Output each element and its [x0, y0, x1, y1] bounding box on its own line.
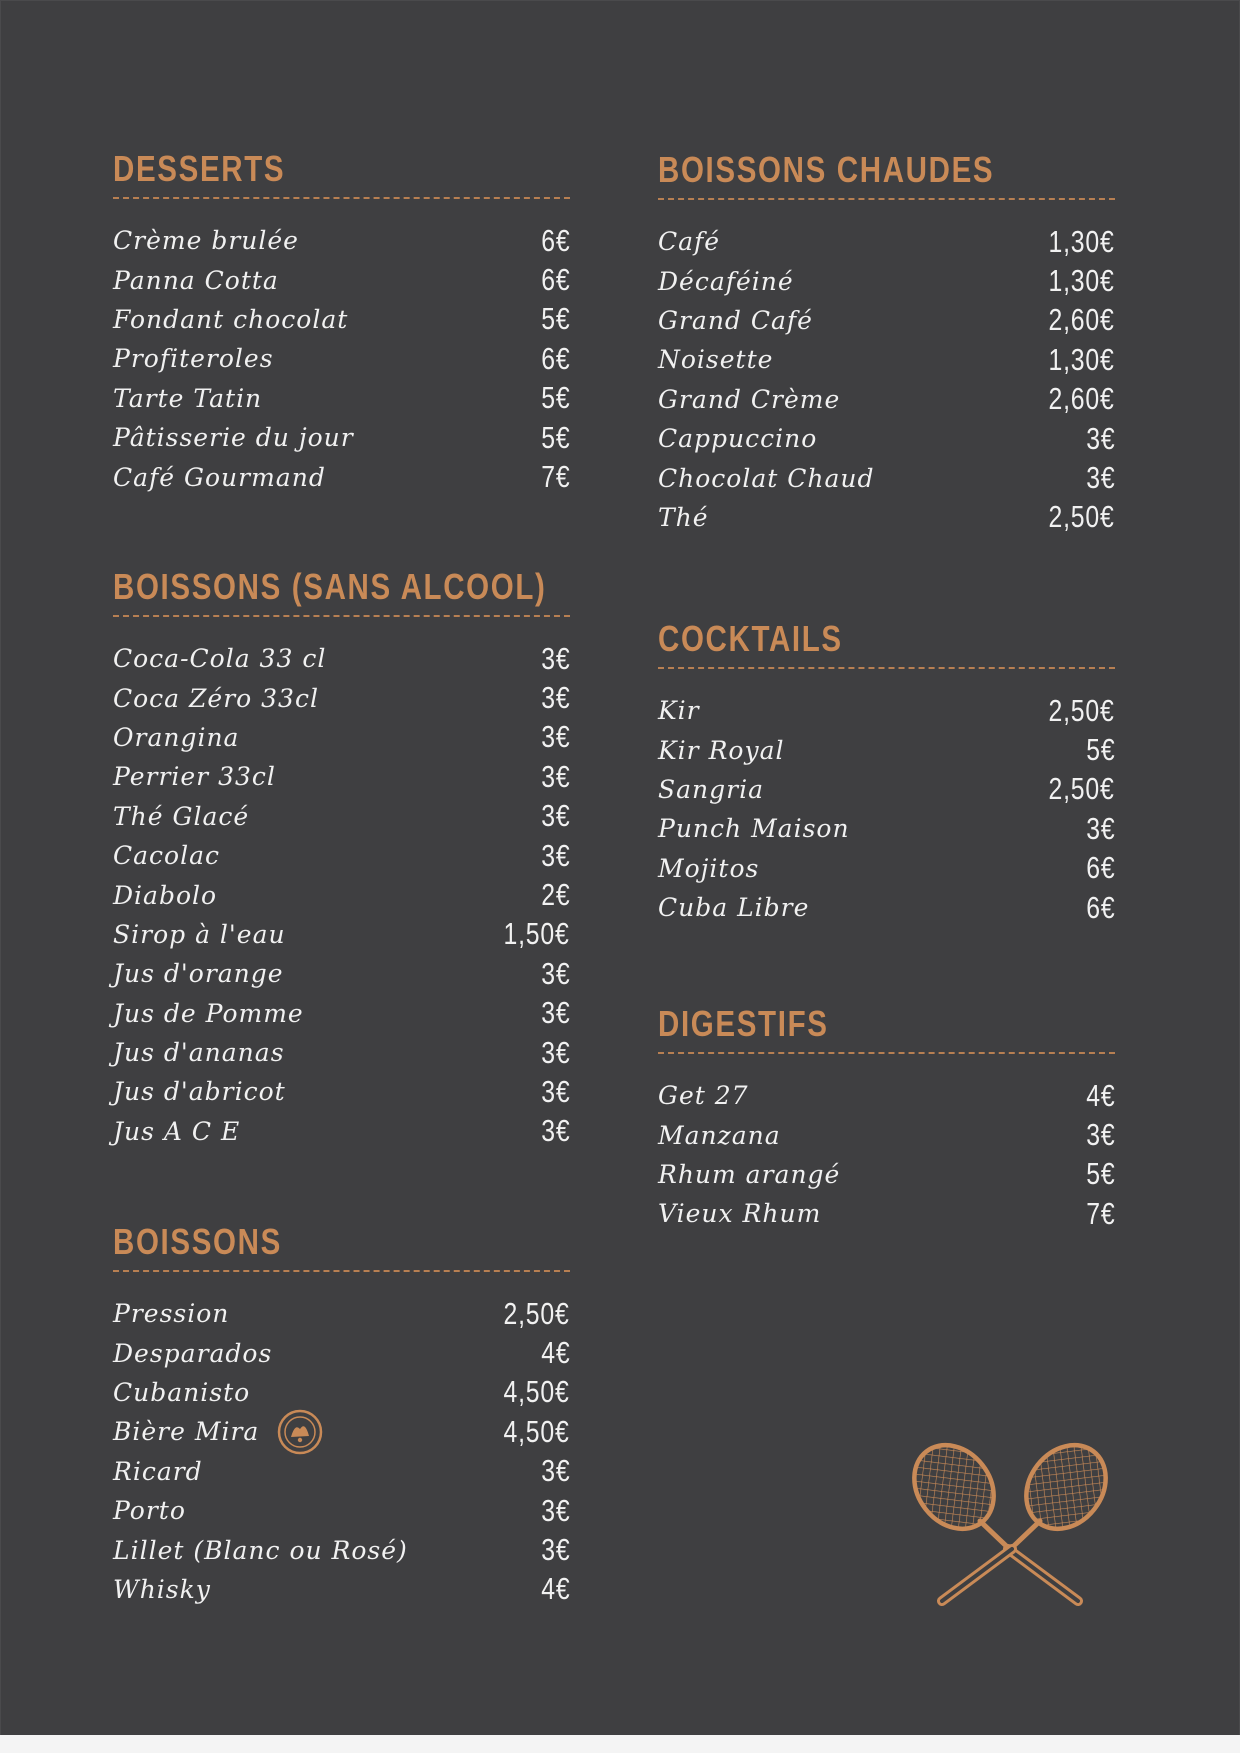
menu-item — [658, 770, 1115, 809]
section-title: DESSERTS — [113, 148, 286, 189]
section-drinks — [113, 1218, 570, 1609]
menu-item — [113, 875, 570, 914]
item-price: 3€ — [540, 719, 570, 755]
menu-item — [113, 757, 570, 796]
item-price: 3€ — [540, 1453, 570, 1489]
item-price: 3€ — [540, 758, 570, 794]
item-price: 3€ — [1085, 420, 1115, 456]
item-name: Orangina — [113, 722, 240, 752]
item-name: Thé — [658, 502, 709, 532]
section-title: COCKTAILS — [658, 618, 843, 659]
section-title: BOISSONS — [113, 1221, 282, 1262]
menu-item — [113, 797, 570, 836]
item-price: 5€ — [1085, 732, 1115, 768]
item-name: Cuba Libre — [658, 893, 810, 923]
item-name: Tarte Tatin — [113, 383, 263, 413]
menu-item — [113, 1333, 570, 1372]
page-bottom-edge — [0, 1735, 1240, 1753]
item-price: 3€ — [540, 837, 570, 873]
item-price: 2,60€ — [1048, 302, 1115, 338]
item-name: Lillet (Blanc ou Rosé) — [113, 1535, 408, 1565]
item-price: 6€ — [1085, 889, 1115, 925]
menu-item — [658, 1115, 1115, 1154]
item-name: Jus A C E — [113, 1116, 241, 1146]
item-price: 2,50€ — [1048, 499, 1115, 535]
item-name: Panna Cotta — [113, 265, 279, 295]
item-price: 2,50€ — [1048, 692, 1115, 728]
menu-item — [658, 730, 1115, 769]
menu-item — [113, 1530, 570, 1569]
item-price: 3€ — [540, 1034, 570, 1070]
item-price: 3€ — [540, 798, 570, 834]
menu-list — [113, 221, 570, 497]
menu-item — [658, 1076, 1115, 1115]
item-name: Coca-Cola 33 cl — [113, 644, 327, 674]
menu-list — [658, 1076, 1115, 1234]
item-price: 6€ — [540, 340, 570, 376]
item-price: 5€ — [540, 301, 570, 337]
item-name: Grand Crème — [658, 384, 841, 414]
item-price: 4,50€ — [503, 1374, 570, 1410]
item-name: Café — [658, 227, 721, 257]
item-name: Jus d'ananas — [113, 1038, 285, 1068]
item-price: 3€ — [1085, 460, 1115, 496]
item-price: 2,50€ — [1048, 771, 1115, 807]
item-name: Jus de Pomme — [113, 998, 304, 1028]
item-name: Thé Glacé — [113, 801, 250, 831]
menu-item — [113, 1033, 570, 1072]
menu-item — [113, 954, 570, 993]
menu-item — [658, 1155, 1115, 1194]
item-price: 1,30€ — [1048, 341, 1115, 377]
menu-item — [658, 222, 1115, 261]
menu-item — [658, 888, 1115, 927]
menu-item — [658, 691, 1115, 730]
item-name: Profiteroles — [113, 344, 274, 374]
item-name: Noisette — [658, 345, 774, 375]
menu-item — [658, 809, 1115, 848]
dashed-divider — [658, 667, 1115, 669]
section-hot-drinks — [658, 146, 1115, 537]
item-name: Sangria — [658, 774, 764, 804]
menu-item — [113, 718, 570, 757]
section-cocktails — [658, 615, 1115, 927]
section-title: DIGESTIFS — [658, 1003, 829, 1044]
item-price: 6€ — [540, 222, 570, 258]
item-name: Rhum arangé — [658, 1159, 841, 1189]
item-price: 3€ — [540, 1073, 570, 1109]
menu-list — [658, 222, 1115, 537]
menu-item — [658, 498, 1115, 537]
dashed-divider — [113, 615, 570, 617]
menu-item — [113, 1294, 570, 1333]
item-price: 6€ — [540, 262, 570, 298]
item-name: Perrier 33cl — [113, 762, 276, 792]
menu-item — [113, 994, 570, 1033]
item-price: 5€ — [540, 419, 570, 455]
menu-list — [113, 1294, 570, 1609]
item-name: Desparados — [113, 1338, 273, 1368]
item-price: 3€ — [540, 955, 570, 991]
dashed-divider — [658, 1052, 1115, 1054]
item-price: 2€ — [540, 877, 570, 913]
menu-item — [658, 419, 1115, 458]
item-name: Diabolo — [113, 880, 218, 910]
menu-item — [113, 1072, 570, 1111]
item-price: 3€ — [540, 680, 570, 716]
menu-item — [113, 260, 570, 299]
item-name: Crème brulée — [113, 226, 299, 256]
item-price: 4€ — [540, 1571, 570, 1607]
menu-item — [113, 836, 570, 875]
menu-item — [658, 301, 1115, 340]
menu-item — [658, 261, 1115, 300]
item-name: Cacolac — [113, 841, 220, 871]
menu-item — [113, 1570, 570, 1609]
menu-item — [658, 340, 1115, 379]
item-name: Manzana — [658, 1120, 781, 1150]
menu-item — [113, 639, 570, 678]
dashed-divider — [113, 197, 570, 199]
item-price: 3€ — [540, 1113, 570, 1149]
item-price: 4€ — [540, 1335, 570, 1371]
item-name: Jus d'orange — [113, 959, 284, 989]
item-price: 5€ — [540, 380, 570, 416]
item-price: 6€ — [1085, 850, 1115, 886]
item-name: Vieux Rhum — [658, 1199, 822, 1229]
menu-list — [113, 639, 570, 1151]
menu-item — [658, 380, 1115, 419]
item-name: Pression — [113, 1299, 230, 1329]
menu-item — [113, 300, 570, 339]
crossed-rackets-icon — [902, 1433, 1118, 1613]
item-price: 3€ — [540, 1532, 570, 1568]
item-name: Coca Zéro 33cl — [113, 683, 319, 713]
item-name: Jus d'abricot — [113, 1077, 286, 1107]
item-name: Fondant chocolat — [113, 304, 349, 334]
item-name: Punch Maison — [658, 814, 850, 844]
dashed-divider — [113, 1270, 570, 1272]
item-name: Mojitos — [658, 853, 760, 883]
menu-item — [113, 1452, 570, 1491]
section-desserts — [113, 145, 570, 497]
item-price: 2,60€ — [1048, 381, 1115, 417]
menu-item — [113, 1491, 570, 1530]
item-name: Décaféiné — [658, 266, 794, 296]
item-name: Sirop à l'eau — [113, 919, 286, 949]
section-title: BOISSONS CHAUDES — [658, 149, 995, 190]
item-name: Ricard — [113, 1456, 203, 1486]
item-name: Whisky — [113, 1574, 211, 1604]
section-title: BOISSONS (SANS ALCOOL) — [113, 566, 547, 607]
item-price: 3€ — [540, 995, 570, 1031]
item-name: Kir Royal — [658, 735, 785, 765]
menu-item — [113, 1373, 570, 1412]
item-name: Get 27 — [658, 1081, 749, 1111]
item-name: Cappuccino — [658, 424, 818, 454]
item-price: 1,30€ — [1048, 263, 1115, 299]
item-name: Grand Café — [658, 305, 813, 335]
item-name: Chocolat Chaud — [658, 463, 875, 493]
item-name-group — [113, 1409, 323, 1455]
menu-item — [113, 1112, 570, 1151]
section-digestifs — [658, 1000, 1115, 1234]
item-price: 5€ — [1085, 1156, 1115, 1192]
menu-item — [658, 849, 1115, 888]
menu-item — [658, 1194, 1115, 1233]
item-price: 3€ — [540, 1492, 570, 1528]
item-price: 7€ — [1085, 1195, 1115, 1231]
item-price: 4€ — [1085, 1077, 1115, 1113]
item-price: 1,50€ — [503, 916, 570, 952]
item-price: 3€ — [1085, 810, 1115, 846]
item-price: 3€ — [1085, 1117, 1115, 1153]
item-name: Bière Mira — [113, 1417, 260, 1447]
menu-item — [113, 379, 570, 418]
menu-item — [113, 1412, 570, 1451]
item-price: 7€ — [540, 459, 570, 495]
menu-list — [658, 691, 1115, 927]
item-name: Kir — [658, 696, 700, 726]
section-soft-drinks — [113, 563, 570, 1151]
item-name: Pâtisserie du jour — [113, 423, 354, 453]
menu-item — [113, 678, 570, 717]
item-name: Café Gourmand — [113, 462, 326, 492]
dashed-divider — [658, 198, 1115, 200]
item-price: 2,50€ — [503, 1295, 570, 1331]
item-name: Cubanisto — [113, 1377, 251, 1407]
menu-item — [658, 458, 1115, 497]
menu-item — [113, 457, 570, 496]
menu-item — [113, 339, 570, 378]
item-price: 3€ — [540, 640, 570, 676]
item-price: 1,30€ — [1048, 223, 1115, 259]
menu-item — [113, 915, 570, 954]
item-name: Porto — [113, 1496, 186, 1526]
menu-item — [113, 418, 570, 457]
mira-seal-icon — [277, 1409, 323, 1455]
menu-item — [113, 221, 570, 260]
item-price: 4,50€ — [503, 1413, 570, 1449]
